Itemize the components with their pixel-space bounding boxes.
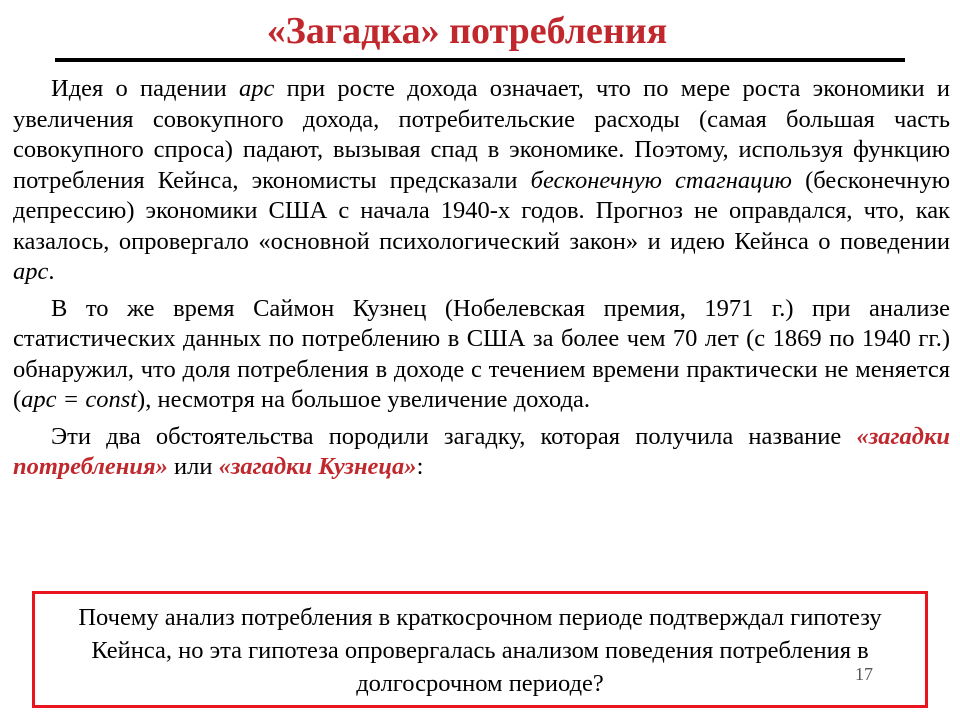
p1-text-3: (бесконечную депрессию) экономики США с начала 1940-х годов. Прогноз не оправдался, что, как казалось, опровергало «основной психологический закон» и идею Кейнса о поведении [13,166,950,255]
p1-emphasis: бесконечную стагнацию [530,166,792,194]
p3-text-1: Эти два обстоятельства породили загадку, которая получила название [51,422,857,450]
slide-title: «Загадка» потребления [266,10,668,52]
p3-text-3: : [416,453,424,480]
p1-apc-2: apc [13,258,49,285]
paragraph-2 [13,294,950,416]
p1-text-2: при росте дохода означает, что по мере роста экономики и увеличения совокупного дохода, потребительские расходы (самая большая часть совокупного спроса) падают, вызывая спад в экономике. Поэтому, используя функцию потребления Кейнса, экономисты предсказали [13,75,950,194]
term-consumption-puzzle: «загадки потребления» [13,422,950,480]
slide-body [13,74,950,483]
question-text: Почему анализ потребления в краткосрочном периоде подтверждал гипотезу Кейнса, но эта гипотеза опровергалась анализом поведения потребления в долгосрочном периоде? [78,604,882,697]
question-box [32,591,928,708]
p2-text-1: В то же время Саймон Кузнец (Нобелевская премия, 1971 г.) при анализе статистических данных по потреблению в США за более чем 70 лет (с 1869 по 1940 гг.) обнаружил, что доля потребления в доходе с течением времени практически не меняется ( [13,294,950,413]
title-underline [55,58,905,62]
p1-text-1: Идея о падении [51,75,239,102]
slide-number: 17 [855,664,873,684]
p1-text-4: . [48,258,55,285]
p2-text-2: ), несмотря на большое увеличение дохода. [137,386,591,413]
p3-text-2: или [167,453,219,480]
term-kuznets-puzzle: «загадки Кузнеца» [218,453,417,480]
p2-formula: apc = const [21,386,138,413]
paragraph-3 [13,422,950,483]
paragraph-1 [13,74,950,288]
p1-apc-1: apc [238,75,275,102]
